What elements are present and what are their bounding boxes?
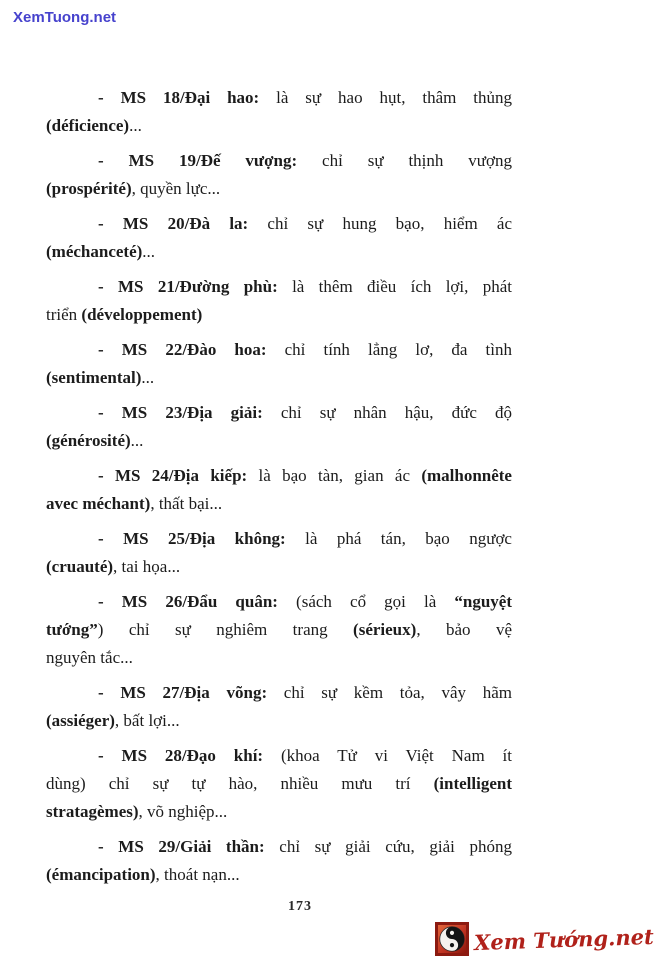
text-run: - MS 22/Đào hoa:	[98, 340, 267, 359]
text-line	[46, 238, 512, 266]
text-run: (khoa Tử vi Việt Nam ít	[263, 746, 512, 765]
text-run: (sentimental)	[46, 368, 142, 387]
text-run: , bảo vệ	[416, 620, 513, 639]
text-line	[46, 364, 512, 392]
text-line	[46, 301, 512, 329]
text-run: - MS 23/Địa giải:	[98, 403, 263, 422]
text-run: ...	[129, 116, 142, 135]
text-run: (générosité)	[46, 431, 131, 450]
paragraph	[46, 679, 512, 735]
text-line	[46, 273, 512, 301]
paragraph	[46, 462, 512, 518]
text-run: tướng”	[46, 620, 98, 639]
paragraph	[46, 742, 512, 826]
page-number: 173	[288, 899, 312, 914]
text-run: - MS 28/Đạo khí:	[98, 746, 264, 765]
text-run: (sérieux)	[353, 620, 417, 639]
text-line	[46, 336, 512, 364]
text-run: là sự hao hụt, thâm thủng	[259, 88, 512, 107]
text-run: - MS 26/Đẩu quân:	[98, 592, 278, 611]
text-line	[46, 588, 512, 616]
text-run: chỉ sự thịnh vượng	[297, 151, 513, 170]
yin-yang-icon	[435, 922, 469, 956]
text-run: chỉ sự kềm tỏa, vây hãm	[267, 683, 513, 702]
text-run: (prospérité)	[46, 179, 132, 198]
text-run: là phá tán, bạo ngược	[285, 529, 512, 548]
text-run: - MS 18/Đại hao:	[98, 88, 260, 107]
text-run: “nguyệt	[454, 592, 513, 611]
text-run: ...	[130, 431, 144, 450]
text-run: (malhonnête	[421, 466, 512, 485]
paragraph	[46, 210, 512, 266]
text-run: , thoát nạn...	[155, 865, 240, 884]
text-run: - MS 20/Đà la:	[98, 214, 249, 233]
text-run: - MS 24/Địa kiếp:	[98, 466, 248, 485]
text-line	[46, 490, 512, 518]
site-link[interactable]: XemTuong.net	[13, 9, 117, 26]
text-run: (sách cổ gọi là	[277, 592, 455, 611]
text-run: là thêm điều ích lợi, phát	[277, 277, 512, 296]
text-line	[46, 798, 512, 826]
text-line	[46, 644, 512, 672]
text-run: chỉ sự nhân hậu, đức độ	[262, 403, 512, 422]
text-run: (intelligent	[433, 774, 512, 793]
text-run: (développement)	[81, 305, 203, 324]
text-run: triển	[46, 305, 82, 324]
text-run: ...	[141, 368, 155, 387]
text-run: dùng) chỉ sự tự hào, nhiều mưu trí	[46, 774, 434, 793]
site-logo[interactable]	[435, 919, 654, 959]
text-run: - MS 27/Địa võng:	[98, 683, 268, 702]
paragraph	[46, 273, 512, 329]
text-run: là bạo tàn, gian ác	[247, 466, 422, 485]
text-line	[46, 399, 512, 427]
text-run: ...	[142, 242, 156, 261]
text-line	[46, 616, 512, 644]
text-line	[46, 175, 512, 203]
paragraph	[46, 336, 512, 392]
text-run: chỉ sự hung bạo, hiểm ác	[248, 214, 512, 233]
text-run: - MS 19/Đế vượng:	[98, 151, 298, 170]
text-run: (émancipation)	[46, 865, 156, 884]
text-line	[46, 833, 512, 861]
paragraph	[46, 147, 512, 203]
paragraph	[46, 84, 512, 140]
text-run: , tai họa...	[113, 557, 181, 576]
text-line	[46, 770, 512, 798]
body-text	[46, 84, 512, 896]
paragraph	[46, 588, 512, 672]
text-line	[46, 210, 512, 238]
logo-text: Xem Tướng.net	[473, 923, 654, 955]
text-run: , quyền lực...	[131, 179, 221, 198]
text-line	[46, 679, 512, 707]
text-line	[46, 525, 512, 553]
text-run: (méchanceté)	[46, 242, 143, 261]
text-run: chỉ sự giải cứu, giải phóng	[264, 837, 512, 856]
text-run: - MS 29/Giải thần:	[98, 837, 265, 856]
text-line	[46, 147, 512, 175]
text-run: ) chỉ sự nghiêm trang	[97, 620, 354, 639]
paragraph	[46, 833, 512, 889]
text-run: , bất lợi...	[114, 711, 180, 730]
text-run: nguyên tắc...	[46, 648, 133, 667]
text-run: - MS 21/Đường phù:	[98, 277, 278, 296]
text-line	[46, 707, 512, 735]
text-line	[46, 427, 512, 455]
text-run: (cruauté)	[46, 557, 114, 576]
text-line	[46, 742, 512, 770]
text-line	[46, 84, 512, 112]
paragraph	[46, 399, 512, 455]
text-run: chỉ tính lẳng lơ, đa tình	[266, 340, 512, 359]
text-line	[46, 112, 512, 140]
text-run: - MS 25/Địa không:	[98, 529, 286, 548]
text-run: , võ nghiệp...	[138, 802, 228, 821]
text-run: stratagèmes)	[46, 802, 139, 821]
text-line	[46, 861, 512, 889]
text-run: , thất bại...	[150, 494, 223, 513]
text-line	[46, 553, 512, 581]
text-run: (déficience)	[46, 116, 130, 135]
text-run: (assiéger)	[46, 711, 115, 730]
paragraph	[46, 525, 512, 581]
text-run: avec méchant)	[46, 494, 151, 513]
text-line	[46, 462, 512, 490]
